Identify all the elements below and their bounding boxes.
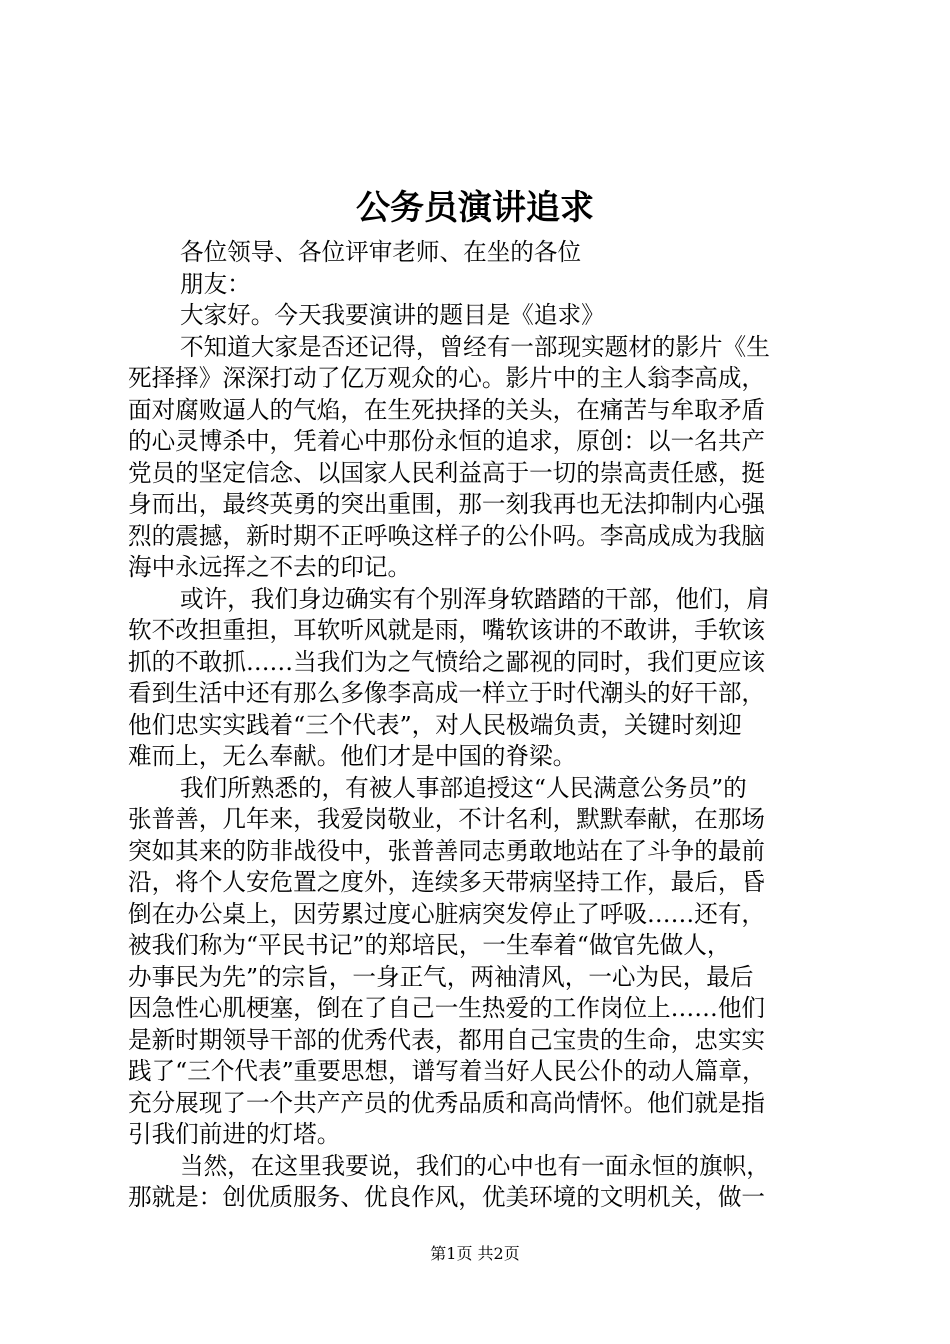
- text-line: 海中永远挥之不去的印记。: [128, 553, 412, 581]
- text-line: 看到生活中还有那么多像李高成一样立于时代潮头的好干部，: [128, 679, 766, 707]
- text-line: 抓的不敢抓……当我们为之气愤给之鄙视的同时，我们更应该: [128, 647, 766, 676]
- text-line: 突如其来的防非战役中，张普善同志勇敢地站在了斗争的最前: [128, 836, 766, 865]
- text-line: 或许，我们身边确实有个别浑身软踏踏的干部，他们，肩: [180, 584, 770, 613]
- text-line: 他们忠实实践着“三个代表”，对人民极端负责，关键时刻迎: [128, 710, 742, 739]
- text-line: 烈的震撼，新时期不正呼唤这样子的公仆吗。李高成成为我脑: [128, 521, 766, 550]
- text-line: 面对腐败逼人的气焰，在生死抉择的关头，在痛苦与牟取矛盾: [128, 395, 766, 424]
- text-line: 大家好。今天我要演讲的题目是《追求》: [180, 301, 605, 329]
- text-line: 那就是：创优质服务、优良作风，优美环境的文明机关，做一: [128, 1183, 766, 1211]
- text-line: 不知道大家是否还记得，曾经有一部现实题材的影片《生: [180, 332, 770, 361]
- text-line: 难而上，无么奉献。他们才是中国的脊梁。: [128, 742, 577, 770]
- page-footer: 第1页 共2页: [430, 1244, 520, 1263]
- page-title: 公务员演讲追求: [356, 188, 594, 228]
- text-line: 引我们前进的灯塔。: [128, 1120, 341, 1148]
- text-line: 办事民为先”的宗旨，一身正气，两袖清风，一心为民，最后: [128, 962, 754, 991]
- text-line: 党员的坚定信念、以国家人民利益高于一切的崇高责任感，挺: [128, 458, 766, 487]
- text-line: 践了“三个代表”重要思想，谱写着当好人民公仆的动人篇章，: [128, 1057, 766, 1085]
- text-line: 因急性心肌梗塞，倒在了自己一生热爱的工作岗位上……他们: [128, 994, 766, 1022]
- text-line: 身而出，最终英勇的突出重围，那一刻我再也无法抑制内心强: [128, 490, 766, 518]
- text-line: 的心灵博杀中，凭着心中那份永恒的追求，原创：以一名共产: [128, 427, 766, 455]
- text-line: 死择择》深深打动了亿万观众的心。影片中的主人翁李高成，: [128, 364, 766, 392]
- text-line: 各位领导、各位评审老师、在坐的各位: [180, 238, 582, 266]
- text-line: 沿，将个人安危置之度外，连续多天带病坚持工作，最后，昏: [128, 868, 766, 896]
- text-line: 是新时期领导干部的优秀代表，都用自己宝贵的生命，忠实实: [128, 1025, 766, 1054]
- text-line: 被我们称为“平民书记”的郑培民，一生奉着“做官先做人，: [128, 931, 731, 959]
- text-line: 倒在办公桌上，因劳累过度心脏病突发停止了呼吸……还有，: [128, 899, 766, 928]
- text-line: 当然，在这里我要说，我们的心中也有一面永恒的旗帜，: [180, 1151, 770, 1180]
- text-line: 我们所熟悉的，有被人事部追授这“人民满意公务员”的: [180, 773, 747, 802]
- text-line: 软不改担重担，耳软听风就是雨，嘴软该讲的不敢讲，手软该: [128, 616, 766, 644]
- document-body: [128, 237, 838, 1214]
- text-line: 张普善，几年来，我爱岗敬业，不计名利，默默奉献，在那场: [128, 805, 766, 833]
- text-line: 朋友：: [180, 269, 251, 298]
- text-line: 充分展现了一个共产产员的优秀品质和高尚情怀。他们就是指: [128, 1088, 766, 1117]
